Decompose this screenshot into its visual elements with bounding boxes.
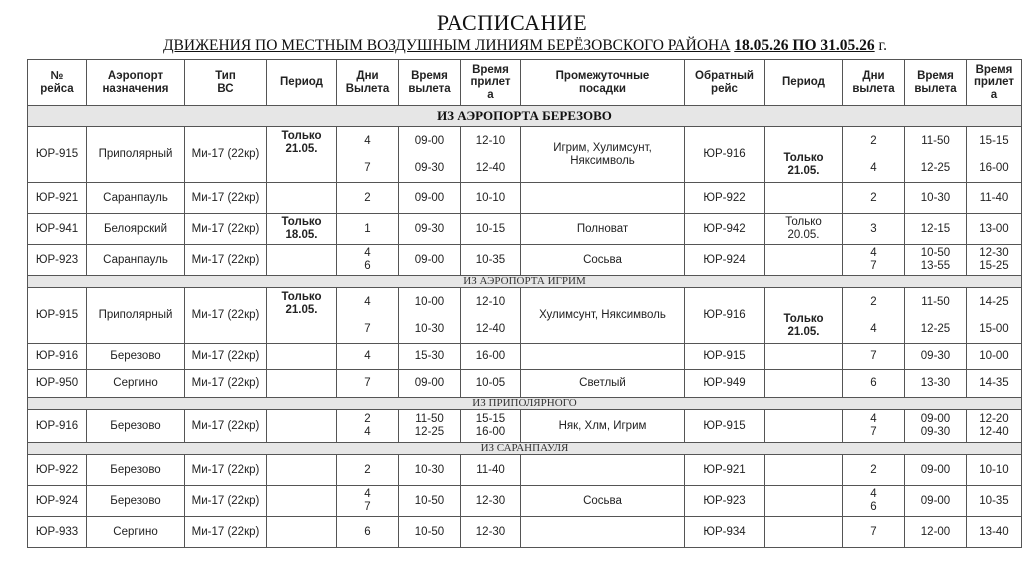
section-row xyxy=(28,398,1022,410)
period-return xyxy=(765,410,843,443)
flight-number: ЮР-941 xyxy=(28,214,87,245)
arrival-return xyxy=(967,127,1022,183)
period-return: Только 20.05. xyxy=(765,214,843,245)
days-value: 7 xyxy=(364,322,371,335)
destination: Саранпауль xyxy=(87,183,185,214)
days-return-value: 4 xyxy=(870,161,877,174)
table-row xyxy=(28,127,1022,183)
departure: 09-00 xyxy=(399,245,461,276)
departure-return: 12-15 xyxy=(905,214,967,245)
section-title: ИЗ АЭРОПОРТА БЕРЕЗОВО xyxy=(28,106,1022,127)
period-return xyxy=(765,245,843,276)
departure-value: 09-00 xyxy=(414,134,445,147)
days: 2 xyxy=(337,183,399,214)
days-return: 2 xyxy=(843,183,905,214)
flight-number: ЮР-916 xyxy=(28,344,87,370)
departure-return: 13-30 xyxy=(905,370,967,398)
period: Только 21.05. xyxy=(267,288,337,344)
section-title: ИЗ ПРИПОЛЯРНОГО xyxy=(28,398,1022,410)
departure: 10-50 xyxy=(399,517,461,548)
arrival: 10-10 xyxy=(461,183,521,214)
stops: Игрим, Хулимсунт, Няксимволь xyxy=(521,127,685,183)
header-return-flight: Обратный рейс xyxy=(685,60,765,106)
arrival-return xyxy=(967,288,1022,344)
period-return xyxy=(765,370,843,398)
subtitle-year: г. xyxy=(874,37,888,54)
table-row xyxy=(28,517,1022,548)
aircraft-type: Ми-17 (22кр) xyxy=(185,288,267,344)
period xyxy=(267,486,337,517)
flight-number: ЮР-933 xyxy=(28,517,87,548)
departure: 09-30 xyxy=(399,214,461,245)
header-departure-return: Время вылета xyxy=(905,60,967,106)
page-subtitle xyxy=(0,37,1024,55)
header-stops: Промежуточные посадки xyxy=(521,60,685,106)
arrival: 12-30 xyxy=(461,517,521,548)
days-return: 4 6 xyxy=(843,486,905,517)
destination: Березово xyxy=(87,344,185,370)
destination: Белоярский xyxy=(87,214,185,245)
destination: Березово xyxy=(87,410,185,443)
aircraft-type: Ми-17 (22кр) xyxy=(185,370,267,398)
days-value: 4 xyxy=(364,134,371,147)
arrival-return: 10-10 xyxy=(967,455,1022,486)
departure-return-value: 11-50 xyxy=(921,295,950,308)
arrival-value: 12-40 xyxy=(475,161,506,174)
return-flight: ЮР-923 xyxy=(685,486,765,517)
aircraft-type: Ми-17 (22кр) xyxy=(185,486,267,517)
period xyxy=(267,344,337,370)
section-row xyxy=(28,443,1022,455)
flight-number: ЮР-922 xyxy=(28,455,87,486)
section-row xyxy=(28,106,1022,127)
arrival: 15-15 16-00 xyxy=(461,410,521,443)
days-return: 4 7 xyxy=(843,245,905,276)
period xyxy=(267,410,337,443)
return-flight: ЮР-924 xyxy=(685,245,765,276)
period xyxy=(267,517,337,548)
days: 7 xyxy=(337,370,399,398)
departure-return: 10-30 xyxy=(905,183,967,214)
aircraft-type: Ми-17 (22кр) xyxy=(185,214,267,245)
stops: Светлый xyxy=(521,370,685,398)
aircraft-type: Ми-17 (22кр) xyxy=(185,183,267,214)
destination: Сергино xyxy=(87,517,185,548)
flight-number: ЮР-923 xyxy=(28,245,87,276)
arrival-return-value: 15-00 xyxy=(979,322,1009,335)
subtitle-main: ДВИЖЕНИЯ ПО МЕСТНЫМ ВОЗДУШНЫМ ЛИНИЯМ БЕРЁЗОВСКОГО РАЙОНА xyxy=(162,37,731,54)
departure-return-value: 12-25 xyxy=(920,161,951,174)
period xyxy=(267,245,337,276)
days-return: 7 xyxy=(843,344,905,370)
arrival-return: 11-40 xyxy=(967,183,1022,214)
page-title: РАСПИСАНИЕ xyxy=(436,10,588,35)
arrival-return: 12-30 15-25 xyxy=(967,245,1022,276)
destination: Приполярный xyxy=(87,288,185,344)
days xyxy=(337,127,399,183)
days-return: 7 xyxy=(843,517,905,548)
departure-return xyxy=(905,288,967,344)
table-row xyxy=(28,245,1022,276)
aircraft-type: Ми-17 (22кр) xyxy=(185,410,267,443)
days-return: 4 7 xyxy=(843,410,905,443)
destination: Приполярный xyxy=(87,127,185,183)
section-title: ИЗ АЭРОПОРТА ИГРИМ xyxy=(28,276,1022,288)
header-arrival: Время прилет а xyxy=(461,60,521,106)
stops xyxy=(521,455,685,486)
arrival-return: 10-00 xyxy=(967,344,1022,370)
departure-return: 09-30 xyxy=(905,344,967,370)
arrival-return-value: 16-00 xyxy=(979,161,1009,174)
days-return xyxy=(843,288,905,344)
return-flight: ЮР-915 xyxy=(685,410,765,443)
departure: 10-50 xyxy=(399,486,461,517)
departure-return: 10-50 13-55 xyxy=(905,245,967,276)
days-value: 4 xyxy=(364,295,371,308)
flight-number: ЮР-915 xyxy=(28,127,87,183)
days: 2 4 xyxy=(337,410,399,443)
stops: Сосьва xyxy=(521,245,685,276)
period-return xyxy=(765,344,843,370)
departure-return: 09-00 09-30 xyxy=(905,410,967,443)
departure-return: 09-00 xyxy=(905,486,967,517)
return-flight: ЮР-922 xyxy=(685,183,765,214)
table-row xyxy=(28,183,1022,214)
departure-value: 10-00 xyxy=(414,295,445,308)
days-return xyxy=(843,127,905,183)
arrival: 11-40 xyxy=(461,455,521,486)
departure: 11-50 12-25 xyxy=(399,410,461,443)
days-return: 2 xyxy=(843,455,905,486)
departure-value: 10-30 xyxy=(414,322,445,335)
return-flight: ЮР-916 xyxy=(685,127,765,183)
header-days-return: Дни вылета xyxy=(843,60,905,106)
table-row xyxy=(28,288,1022,344)
table-header-row xyxy=(28,60,1022,106)
arrival-value: 12-40 xyxy=(475,322,506,335)
departure-return: 12-00 xyxy=(905,517,967,548)
arrival-return: 13-00 xyxy=(967,214,1022,245)
departure xyxy=(399,288,461,344)
header-destination: Аэропорт назначения xyxy=(87,60,185,106)
table-row xyxy=(28,344,1022,370)
header-arrival-return: Время прилет а xyxy=(967,60,1022,106)
days: 1 xyxy=(337,214,399,245)
destination: Саранпауль xyxy=(87,245,185,276)
days-return: 6 xyxy=(843,370,905,398)
arrival-return: 13-40 xyxy=(967,517,1022,548)
arrival: 16-00 xyxy=(461,344,521,370)
departure: 09-00 xyxy=(399,183,461,214)
table-row xyxy=(28,410,1022,443)
flight-number: ЮР-924 xyxy=(28,486,87,517)
period-return xyxy=(765,455,843,486)
flight-number: ЮР-915 xyxy=(28,288,87,344)
days xyxy=(337,288,399,344)
stops xyxy=(521,517,685,548)
header-period: Период xyxy=(267,60,337,106)
days-return: 3 xyxy=(843,214,905,245)
period-return xyxy=(765,486,843,517)
departure-return xyxy=(905,127,967,183)
days: 4 7 xyxy=(337,486,399,517)
table-row xyxy=(28,455,1022,486)
arrival: 12-30 xyxy=(461,486,521,517)
destination: Березово xyxy=(87,486,185,517)
period xyxy=(267,455,337,486)
header-aircraft-type: Тип ВС xyxy=(185,60,267,106)
subtitle-dates: 18.05.26 ПО 31.05.26 xyxy=(734,37,875,54)
departure-return-value: 12-25 xyxy=(920,322,951,335)
days-return-value: 4 xyxy=(870,322,877,335)
section-row xyxy=(28,276,1022,288)
departure xyxy=(399,127,461,183)
arrival-return: 12-20 12-40 xyxy=(967,410,1022,443)
stops: Полноват xyxy=(521,214,685,245)
aircraft-type: Ми-17 (22кр) xyxy=(185,245,267,276)
stops xyxy=(521,344,685,370)
departure-value: 09-30 xyxy=(414,161,445,174)
aircraft-type: Ми-17 (22кр) xyxy=(185,344,267,370)
return-flight: ЮР-949 xyxy=(685,370,765,398)
return-flight: ЮР-942 xyxy=(685,214,765,245)
departure: 09-00 xyxy=(399,370,461,398)
arrival: 10-15 xyxy=(461,214,521,245)
flight-number: ЮР-916 xyxy=(28,410,87,443)
days-value: 7 xyxy=(364,161,371,174)
stops: Няк, Хлм, Игрим xyxy=(521,410,685,443)
header-flight: № рейса xyxy=(28,60,87,106)
days: 6 xyxy=(337,517,399,548)
header-departure: Время вылета xyxy=(399,60,461,106)
departure-return: 09-00 xyxy=(905,455,967,486)
header-period-return: Период xyxy=(765,60,843,106)
period-return xyxy=(765,183,843,214)
period xyxy=(267,183,337,214)
arrival-return-value: 15-15 xyxy=(979,134,1009,147)
return-flight: ЮР-934 xyxy=(685,517,765,548)
aircraft-type: Ми-17 (22кр) xyxy=(185,127,267,183)
days: 4 6 xyxy=(337,245,399,276)
return-flight: ЮР-915 xyxy=(685,344,765,370)
departure: 15-30 xyxy=(399,344,461,370)
schedule-table xyxy=(27,59,1022,548)
section-title: ИЗ САРАНПАУЛЯ xyxy=(28,443,1022,455)
arrival-return-value: 14-25 xyxy=(979,295,1009,308)
table-row xyxy=(28,214,1022,245)
destination: Сергино xyxy=(87,370,185,398)
destination: Березово xyxy=(87,455,185,486)
days: 2 xyxy=(337,455,399,486)
departure: 10-30 xyxy=(399,455,461,486)
arrival xyxy=(461,288,521,344)
aircraft-type: Ми-17 (22кр) xyxy=(185,455,267,486)
days-return-value: 2 xyxy=(870,134,877,147)
arrival xyxy=(461,127,521,183)
aircraft-type: Ми-17 (22кр) xyxy=(185,517,267,548)
table-row xyxy=(28,486,1022,517)
stops: Хулимсунт, Няксимволь xyxy=(521,288,685,344)
arrival: 10-05 xyxy=(461,370,521,398)
period-return: Только 21.05. xyxy=(765,127,843,183)
stops: Сосьва xyxy=(521,486,685,517)
period-return: Только 21.05. xyxy=(765,288,843,344)
period: Только 21.05. xyxy=(267,127,337,183)
header-days: Дни Вылета xyxy=(337,60,399,106)
flight-number: ЮР-950 xyxy=(28,370,87,398)
arrival-return: 14-35 xyxy=(967,370,1022,398)
flight-number: ЮР-921 xyxy=(28,183,87,214)
arrival-return: 10-35 xyxy=(967,486,1022,517)
table-row xyxy=(28,370,1022,398)
period xyxy=(267,370,337,398)
arrival: 10-35 xyxy=(461,245,521,276)
arrival-value: 12-10 xyxy=(475,134,506,147)
departure-return-value: 11-50 xyxy=(921,134,950,147)
period-return xyxy=(765,517,843,548)
period: Только 18.05. xyxy=(267,214,337,245)
days: 4 xyxy=(337,344,399,370)
stops xyxy=(521,183,685,214)
return-flight: ЮР-921 xyxy=(685,455,765,486)
days-return-value: 2 xyxy=(870,295,877,308)
return-flight: ЮР-916 xyxy=(685,288,765,344)
arrival-value: 12-10 xyxy=(475,295,506,308)
